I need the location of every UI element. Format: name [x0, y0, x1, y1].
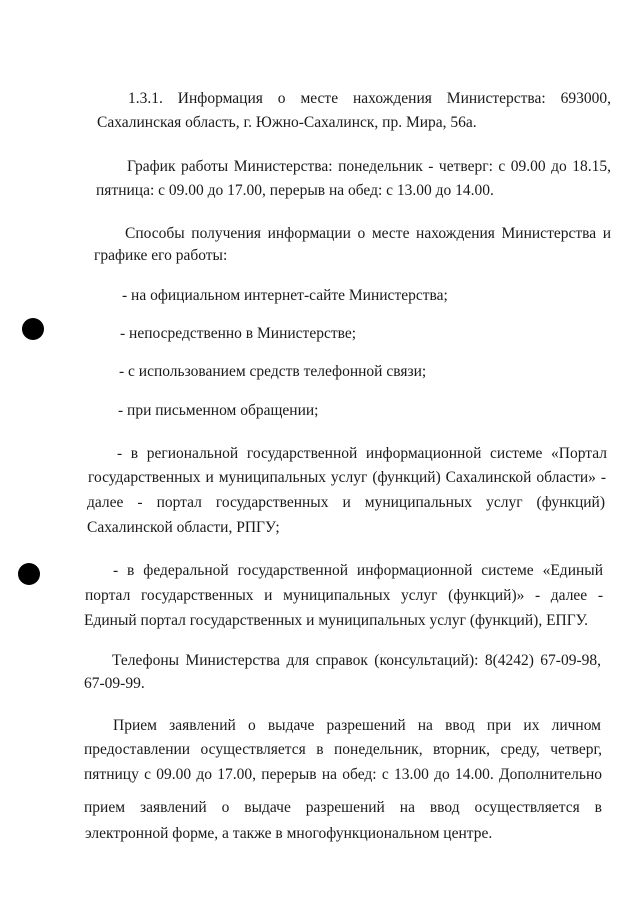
- punch-hole-top: [22, 318, 44, 340]
- federal-portal-line-2: портал государственных и муниципальных услуг (функций)» - далее -: [85, 587, 603, 604]
- bullet-in-ministry: - непосредственно в Министерстве;: [120, 325, 357, 342]
- schedule-line-2: пятница: с 09.00 до 17.00, перерыв на обед: с 13.00 до 14.00.: [96, 182, 494, 199]
- regional-portal-line-4: Сахалинской области, РПГУ;: [87, 519, 280, 536]
- punch-hole-bottom: [18, 563, 40, 585]
- info-methods-line-2: графике его работы:: [94, 247, 228, 264]
- regional-portal-line-1: - в региональной государственной информационной системе «Портал: [117, 445, 607, 462]
- reception-line-4: прием заявлений о выдаче разрешений на ввод осуществляется в: [84, 799, 602, 816]
- reception-line-1: Прием заявлений о выдаче разрешений на ввод при их личном: [113, 717, 601, 734]
- info-methods-line-1: Способы получения информации о месте нахождения Министерства и: [125, 225, 611, 242]
- bullet-telephone: - с использованием средств телефонной связи;: [119, 363, 427, 380]
- phones-line-2: 67-09-99.: [84, 675, 145, 692]
- regional-portal-line-2: государственных и муниципальных услуг (функций) Сахалинской области» -: [88, 469, 606, 486]
- schedule-line-1: График работы Министерства: понедельник - четверг: с 09.00 до 18.15,: [127, 158, 611, 175]
- bullet-official-site: - на официальном интернет-сайте Министерства;: [122, 287, 448, 304]
- bullet-written-request: - при письменном обращении;: [118, 402, 319, 419]
- regional-portal-line-3: далее - портал государственных и муниципальных услуг (функций): [87, 494, 605, 511]
- address-line-2: Сахалинская область, г. Южно-Сахалинск, пр. Мира, 56а.: [97, 114, 477, 131]
- reception-line-5: электронной форме, а также в многофункциональном центре.: [85, 825, 493, 842]
- federal-portal-line-3: Единый портал государственных и муниципальных услуг (функций), ЕПГУ.: [84, 612, 589, 629]
- reception-line-3: пятницу с 09.00 до 17.00, перерыв на обед: с 13.00 до 14.00. Дополнительно: [84, 766, 602, 783]
- address-line-1: 1.3.1. Информация о месте нахождения Министерства: 693000,: [128, 90, 611, 107]
- phones-line-1: Телефоны Министерства для справок (консультаций): 8(4242) 67-09-98,: [112, 652, 601, 669]
- reception-line-2: предоставлении осуществляется в понедельник, вторник, среду, четверг,: [84, 741, 602, 758]
- federal-portal-line-1: - в федеральной государственной информационной системе «Единый: [113, 562, 603, 579]
